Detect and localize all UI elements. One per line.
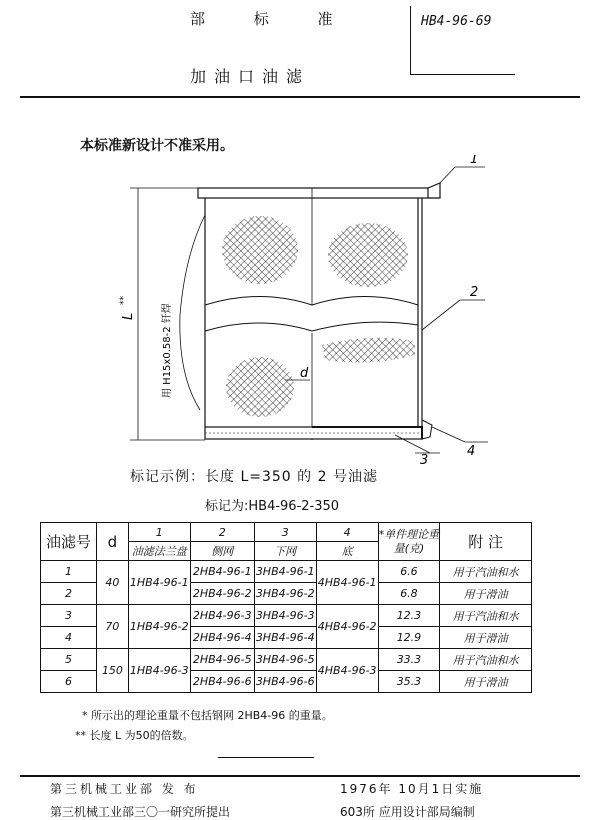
cell-no: 3 — [41, 605, 97, 627]
cell-bottom-mesh: 3HB4-96-5 — [254, 649, 316, 671]
col-index-2: 2 — [190, 523, 254, 542]
cell-note: 用于滑油 — [440, 583, 532, 605]
cell-d: 150 — [96, 649, 128, 693]
cell-flange: 1HB4-96-1 — [128, 561, 190, 605]
callout-3: 3 — [420, 453, 429, 465]
cell-no: 2 — [41, 583, 97, 605]
cell-side: 2HB4-96-6 — [190, 671, 254, 693]
cell-flange: 1HB4-96-3 — [128, 649, 190, 693]
footer-proposer: 603所 应用设计部局编制 — [340, 805, 475, 819]
header-rule — [20, 96, 580, 98]
callout-4: 4 — [467, 444, 476, 459]
callout-1: 1 — [470, 155, 479, 167]
spec-table — [40, 522, 532, 693]
note-length: ** 长度 L 为50的倍数。 — [75, 729, 194, 742]
cell-bottom-mesh: 3HB4-96-6 — [254, 671, 316, 693]
cell-d: 40 — [96, 561, 128, 605]
footer-drafter: 第三机械工业部三〇一研究所提出 — [50, 805, 231, 819]
department-label: 部 标 准 — [190, 10, 355, 28]
cell-side: 2HB4-96-4 — [190, 627, 254, 649]
cell-side: 2HB4-96-3 — [190, 605, 254, 627]
cell-flange: 1HB4-96-2 — [128, 605, 190, 649]
col-header-flange: 油滤法兰盘 — [128, 542, 190, 561]
cell-bottom: 4HB4-96-3 — [316, 649, 378, 693]
col-header-d: d — [96, 523, 128, 561]
cell-note: 用于汽油和水 — [440, 605, 532, 627]
cell-no: 1 — [41, 561, 97, 583]
col-header-bottom-mesh: 下网 — [254, 542, 316, 561]
col-index-3: 3 — [254, 523, 316, 542]
cell-weight: 12.9 — [378, 627, 440, 649]
dim-d-label: d — [300, 366, 309, 381]
cell-weight: 35.3 — [378, 671, 440, 693]
cell-weight: 6.6 — [378, 561, 440, 583]
cell-side: 2HB4-96-1 — [190, 561, 254, 583]
col-index-4: 4 — [316, 523, 378, 542]
cell-weight: 33.3 — [378, 649, 440, 671]
marking-code: 标记为:HB4-96-2-350 — [205, 499, 340, 514]
note-weight: * 所示出的理论重量不包括钢网 2HB4-96 的重量。 — [82, 709, 333, 722]
standard-code: HB4-96-69 — [421, 14, 492, 29]
dim-L-label: L — [121, 312, 136, 320]
cell-note: 用于汽油和水 — [440, 649, 532, 671]
cell-side: 2HB4-96-5 — [190, 649, 254, 671]
cell-bottom: 4HB4-96-2 — [316, 605, 378, 649]
cell-bottom-mesh: 3HB4-96-4 — [254, 627, 316, 649]
col-header-weight: *单件理论重量(克) — [378, 523, 440, 561]
table-row — [41, 561, 532, 583]
col-header-bottom: 底 — [316, 542, 378, 561]
col-header-notes: 附 注 — [440, 523, 532, 561]
cell-note: 用于滑油 — [440, 671, 532, 693]
marking-example: 标记示例：长度 L=350 的 2 号油滤 — [130, 469, 378, 485]
footer-issuer: 第三机械工业部 发 布 — [50, 782, 199, 796]
table-row — [41, 649, 532, 671]
cell-bottom: 4HB4-96-1 — [316, 561, 378, 605]
cell-note: 用于滑油 — [440, 627, 532, 649]
cell-bottom-mesh: 3HB4-96-2 — [254, 583, 316, 605]
cell-weight: 12.3 — [378, 605, 440, 627]
footer-date: 1976年 10月1日实施 — [340, 782, 484, 796]
side-label: 用 H15x0.58-2 钎焊 — [162, 303, 173, 398]
table-row — [41, 605, 532, 627]
cell-d: 70 — [96, 605, 128, 649]
footer-rule — [20, 775, 580, 777]
col-index-1: 1 — [128, 523, 190, 542]
col-header-filter-no: 油滤号 — [41, 523, 97, 561]
filter-drawing — [110, 155, 490, 465]
cell-no: 4 — [41, 627, 97, 649]
cell-side: 2HB4-96-2 — [190, 583, 254, 605]
cell-bottom-mesh: 3HB4-96-3 — [254, 605, 316, 627]
callout-2: 2 — [470, 285, 479, 300]
cell-note: 用于汽油和水 — [440, 561, 532, 583]
standard-title: 加油口油滤 — [190, 67, 311, 86]
cell-no: 5 — [41, 649, 97, 671]
cell-bottom-mesh: 3HB4-96-1 — [254, 561, 316, 583]
dim-L-mark: ** — [119, 296, 129, 305]
cell-no: 6 — [41, 671, 97, 693]
end-rule — [218, 757, 314, 758]
col-header-side-mesh: 侧网 — [190, 542, 254, 561]
notice-text: 本标准新设计不准采用。 — [80, 138, 234, 154]
cell-weight: 6.8 — [378, 583, 440, 605]
standard-code-box — [410, 6, 515, 75]
